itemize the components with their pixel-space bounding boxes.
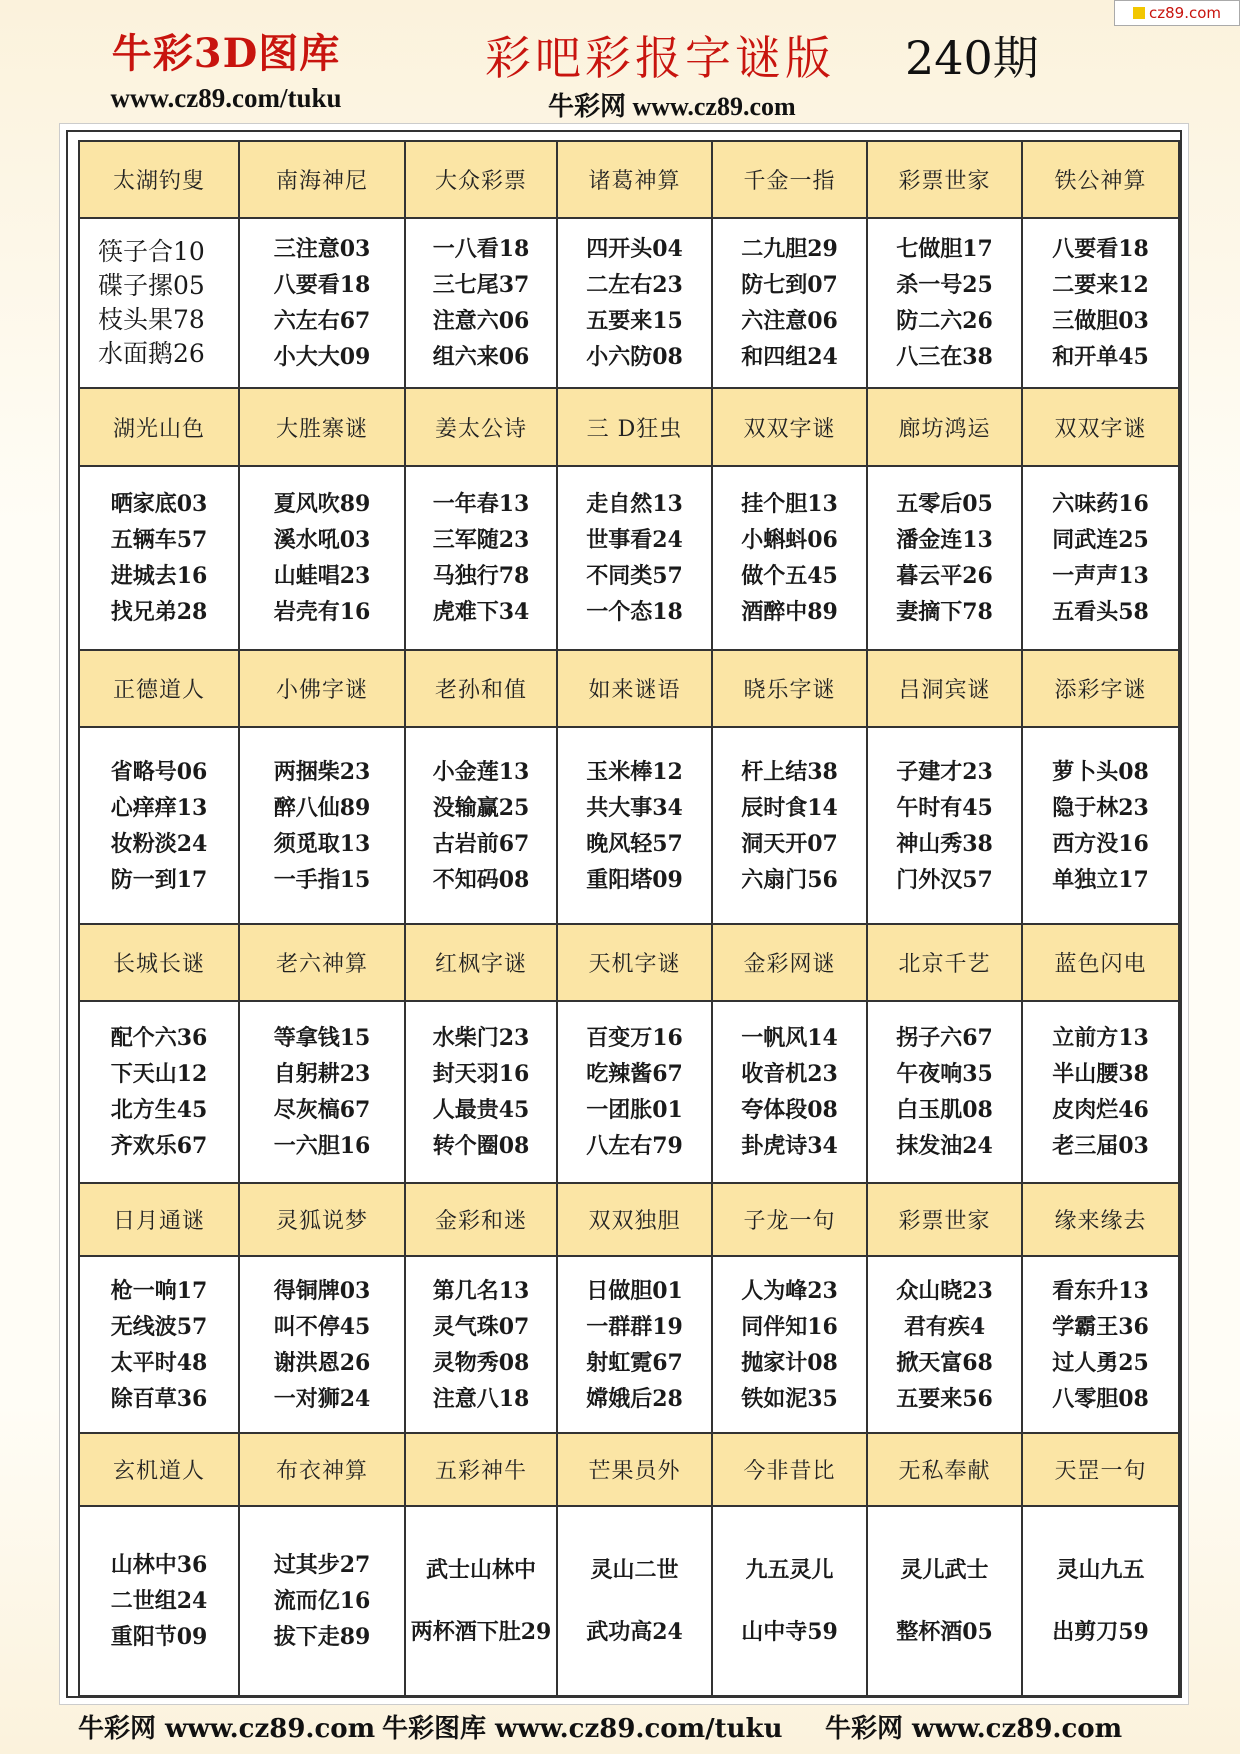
puzzle-line: 醉八仙89 (273, 794, 371, 821)
puzzle-line: 二左右23 (586, 272, 683, 298)
puzzle-line: 和四组24 (741, 344, 838, 370)
puzzle-cell (80, 1507, 240, 1697)
column-header: 芒果员外 (558, 1434, 713, 1507)
puzzle-line: 酒醉中89 (741, 599, 838, 625)
puzzle-cell (240, 1002, 406, 1184)
puzzle-cell (1023, 219, 1180, 389)
puzzle-line: 找兄弟28 (110, 599, 208, 625)
column-header: 今非昔比 (713, 1434, 868, 1507)
puzzle-line: 五要来56 (896, 1385, 993, 1412)
footer-link-3[interactable]: 牛彩网 www.cz89.com (825, 1714, 1123, 1744)
puzzle-line: 晚风轻57 (586, 830, 683, 857)
puzzle-line: 众山晓23 (896, 1277, 993, 1304)
puzzle-line: 重阳塔09 (586, 866, 683, 893)
puzzle-line: 半山腰38 (1052, 1061, 1149, 1087)
column-header: 大众彩票 (406, 142, 558, 219)
puzzle-line: 重阳节09 (110, 1624, 208, 1650)
puzzle-cell (868, 1257, 1023, 1434)
puzzle-line: 夸体段08 (741, 1097, 838, 1123)
puzzle-cell (80, 1257, 240, 1434)
puzzle-line: 一八看18 (432, 236, 530, 262)
puzzle-cell (80, 219, 240, 389)
puzzle-cell (713, 1257, 868, 1434)
puzzle-line: 无线波57 (110, 1313, 208, 1340)
puzzle-line: 皮肉烂46 (1052, 1097, 1149, 1123)
puzzle-line: 岩壳有16 (273, 599, 371, 625)
brand-title: 牛彩3D图库 (111, 30, 341, 77)
puzzle-line: 世事看24 (586, 527, 683, 553)
puzzle-line: 小金莲13 (432, 758, 530, 785)
puzzle-line: 西方没16 (1052, 830, 1149, 857)
puzzle-line: 过其步27 (273, 1552, 371, 1578)
puzzle-cell (558, 1507, 713, 1697)
puzzle-line: 七做胆17 (896, 236, 993, 262)
puzzle-cell (406, 1002, 558, 1184)
puzzle-line: 五零后05 (896, 491, 993, 517)
puzzle-cell (240, 728, 406, 925)
puzzle-line: 嫦娥后28 (586, 1385, 683, 1412)
column-header: 正德道人 (80, 651, 240, 728)
puzzle-line: 省略号06 (110, 758, 208, 785)
puzzle-line: 三七尾37 (432, 272, 530, 298)
column-header: 吕洞宾谜 (868, 651, 1023, 728)
corner-badge-text: cz89.com (1148, 4, 1221, 22)
column-header: 日月通谜 (80, 1184, 240, 1257)
puzzle-line: 第几名13 (432, 1277, 530, 1304)
puzzle-line: 卦虎诗34 (741, 1133, 838, 1159)
column-header: 双双字谜 (1023, 389, 1180, 467)
puzzle-line: 下天山12 (110, 1061, 208, 1087)
puzzle-line: 一声声13 (1052, 563, 1149, 589)
puzzle-line: 灵物秀08 (432, 1349, 530, 1376)
puzzle-line: 一个态18 (586, 599, 683, 625)
puzzle-line: 九五灵儿 (745, 1557, 834, 1584)
puzzle-line: 走自然13 (586, 491, 683, 517)
puzzle-line: 百变万16 (586, 1025, 683, 1051)
puzzle-line: 八左右79 (586, 1133, 683, 1159)
column-header: 子龙一句 (713, 1184, 868, 1257)
puzzle-cell (713, 1507, 868, 1697)
puzzle-line: 除百草36 (110, 1385, 208, 1412)
header-sub-url[interactable]: 牛彩网 www.cz89.com (548, 92, 796, 121)
puzzle-line: 一六胆16 (273, 1133, 371, 1159)
puzzle-line: 杆上结38 (741, 758, 838, 785)
column-header: 三 D狂虫 (558, 389, 713, 467)
column-header: 廊坊鸿运 (868, 389, 1023, 467)
puzzle-cell (558, 219, 713, 389)
puzzle-line: 三军随23 (432, 527, 530, 553)
puzzle-line: 铁如泥35 (741, 1385, 838, 1412)
puzzle-line: 碟子摞05 (98, 271, 205, 300)
puzzle-line: 晒家底03 (110, 491, 208, 517)
puzzle-line: 挂个胆13 (741, 491, 838, 517)
column-header: 添彩字谜 (1023, 651, 1180, 728)
puzzle-line: 看东升13 (1052, 1277, 1149, 1304)
puzzle-line: 三做胆03 (1052, 308, 1149, 334)
puzzle-line: 防一到17 (110, 866, 208, 893)
puzzle-cell (558, 1257, 713, 1434)
puzzle-line: 君有疾4 (903, 1313, 986, 1340)
puzzle-cell (240, 467, 406, 651)
puzzle-line: 八零胆08 (1052, 1385, 1149, 1412)
column-header: 金彩网谜 (713, 925, 868, 1002)
puzzle-cell (240, 1507, 406, 1697)
column-header: 无私奉献 (868, 1434, 1023, 1507)
puzzle-line: 注意六06 (432, 308, 530, 334)
puzzle-line: 武功高24 (586, 1618, 683, 1645)
puzzle-line: 不知码08 (432, 866, 530, 893)
puzzle-cell (406, 467, 558, 651)
puzzle-line: 妻摘下78 (896, 599, 993, 625)
puzzle-line: 流而亿16 (273, 1588, 371, 1614)
puzzle-line: 三注意03 (273, 236, 371, 262)
puzzle-line: 射虹霓67 (586, 1349, 683, 1376)
footer-link-1[interactable]: 牛彩网 www.cz89.com (78, 1714, 376, 1744)
puzzle-cell (406, 1507, 558, 1697)
puzzle-cell (713, 728, 868, 925)
puzzle-line: 枝头果78 (98, 305, 205, 334)
puzzle-cell (240, 219, 406, 389)
puzzle-line: 日做胆01 (586, 1277, 683, 1304)
puzzle-line: 一对狮24 (273, 1385, 371, 1412)
puzzle-line: 萝卜头08 (1052, 758, 1149, 785)
issue-number: 240期 (905, 31, 1039, 85)
footer-link-2[interactable]: 牛彩图库 www.cz89.com/tuku (382, 1714, 783, 1744)
column-header: 天罡一句 (1023, 1434, 1180, 1507)
column-header: 玄机道人 (80, 1434, 240, 1507)
puzzle-line: 四开头04 (586, 236, 683, 262)
puzzle-line: 和开单45 (1052, 344, 1149, 370)
puzzle-cell (868, 1002, 1023, 1184)
puzzle-line: 进城去16 (110, 563, 208, 589)
puzzle-cell (240, 1257, 406, 1434)
puzzle-line: 二要来12 (1052, 272, 1149, 298)
puzzle-line: 齐欢乐67 (110, 1133, 208, 1159)
puzzle-cell (713, 219, 868, 389)
puzzle-cell (1023, 1002, 1180, 1184)
column-header: 老六神算 (240, 925, 406, 1002)
footer (0, 1708, 1240, 1744)
column-header: 小佛字谜 (240, 651, 406, 728)
puzzle-line: 封天羽16 (432, 1061, 530, 1087)
puzzle-cell (80, 467, 240, 651)
column-header: 姜太公诗 (406, 389, 558, 467)
puzzle-line: 尽灰槁67 (273, 1097, 371, 1123)
puzzle-line: 八要看18 (273, 272, 371, 298)
column-header: 铁公神算 (1023, 142, 1180, 219)
column-header: 缘来缘去 (1023, 1184, 1180, 1257)
puzzle-line: 须觅取13 (273, 830, 371, 857)
puzzle-line: 六味药16 (1052, 491, 1149, 517)
puzzle-cell (558, 728, 713, 925)
puzzle-line: 等拿钱15 (273, 1025, 371, 1051)
puzzle-cell (80, 728, 240, 925)
puzzle-line: 转个圈08 (432, 1133, 530, 1159)
puzzle-cell (868, 728, 1023, 925)
puzzle-line: 同伴知16 (741, 1313, 838, 1340)
puzzle-line: 妆粉淡24 (110, 830, 208, 857)
puzzle-line: 人最贵45 (432, 1097, 530, 1123)
puzzle-line: 吃辣酱67 (586, 1061, 683, 1087)
header-left (56, 22, 396, 114)
puzzle-line: 武士山林中 (425, 1557, 536, 1584)
column-header: 南海神尼 (240, 142, 406, 219)
column-header: 五彩神牛 (406, 1434, 558, 1507)
puzzle-line: 水面鹅26 (98, 339, 205, 368)
puzzle-line: 同武连25 (1052, 527, 1149, 553)
column-header: 如来谜语 (558, 651, 713, 728)
puzzle-line: 人为峰23 (741, 1277, 838, 1304)
column-header: 彩票世家 (868, 142, 1023, 219)
puzzle-line: 山林中36 (110, 1552, 208, 1578)
puzzle-cell (80, 1002, 240, 1184)
column-header: 老孙和值 (406, 651, 558, 728)
puzzle-cell (868, 467, 1023, 651)
puzzle-line: 得铜牌03 (273, 1277, 371, 1304)
puzzle-cell (1023, 1507, 1180, 1697)
column-header: 北京千艺 (868, 925, 1023, 1002)
puzzle-cell (1023, 467, 1180, 651)
puzzle-line: 配个六36 (110, 1025, 208, 1051)
column-header: 红枫字谜 (406, 925, 558, 1002)
puzzle-line: 二世组24 (110, 1588, 208, 1614)
puzzle-line: 山中寺59 (741, 1618, 838, 1645)
puzzle-line: 组六来06 (432, 344, 530, 370)
puzzle-line: 防二六26 (896, 308, 993, 334)
column-header: 湖光山色 (80, 389, 240, 467)
puzzle-cell (713, 467, 868, 651)
puzzle-line: 小大大09 (273, 344, 371, 370)
yellow-square-icon (1133, 7, 1145, 19)
puzzle-cell (406, 728, 558, 925)
puzzle-line: 筷子合10 (98, 237, 205, 266)
puzzle-line: 拐子六67 (896, 1025, 993, 1051)
puzzle-line: 一手指15 (273, 866, 371, 893)
puzzle-line: 门外汉57 (896, 866, 993, 893)
puzzle-line: 收音机23 (741, 1061, 838, 1087)
brand-url-link[interactable]: www.cz89.com/tuku (110, 83, 342, 113)
column-header: 千金一指 (713, 142, 868, 219)
puzzle-line: 灵山二世 (590, 1557, 679, 1584)
column-header: 双双字谜 (713, 389, 868, 467)
puzzle-grid (78, 140, 1180, 1697)
puzzle-board (66, 130, 1182, 1698)
puzzle-line: 自躬耕23 (273, 1061, 371, 1087)
puzzle-line: 五辆车57 (110, 527, 208, 553)
puzzle-line: 六扇门56 (741, 866, 838, 893)
puzzle-line: 六左右67 (273, 308, 371, 334)
puzzle-line: 拔下走89 (273, 1624, 371, 1650)
column-header: 大胜寨谜 (240, 389, 406, 467)
puzzle-line: 虎难下34 (432, 599, 530, 625)
puzzle-line: 做个五45 (741, 563, 838, 589)
puzzle-line: 八三在38 (896, 344, 993, 370)
column-header: 长城长谜 (80, 925, 240, 1002)
puzzle-line: 防七到07 (741, 272, 838, 298)
puzzle-line: 没输赢25 (432, 794, 530, 821)
puzzle-line: 抹发油24 (896, 1133, 993, 1159)
puzzle-line: 一群群19 (586, 1313, 683, 1340)
puzzle-line: 小蝌蚪06 (741, 527, 838, 553)
puzzle-line: 白玉肌08 (896, 1097, 993, 1123)
puzzle-line: 玉米棒12 (586, 758, 683, 785)
puzzle-line: 北方生45 (110, 1097, 208, 1123)
main-title: 彩吧彩报字谜版 (485, 31, 835, 85)
column-header: 布衣神算 (240, 1434, 406, 1507)
puzzle-cell (406, 1257, 558, 1434)
puzzle-line: 枪一响17 (110, 1277, 208, 1304)
column-header: 双双独胆 (558, 1184, 713, 1257)
puzzle-cell (713, 1002, 868, 1184)
puzzle-line: 灵气珠07 (432, 1313, 530, 1340)
puzzle-cell (1023, 1257, 1180, 1434)
puzzle-line: 夏风吹89 (273, 491, 371, 517)
puzzle-line: 掀天富68 (896, 1349, 993, 1376)
puzzle-line: 小六防08 (586, 344, 683, 370)
puzzle-cell (558, 467, 713, 651)
puzzle-line: 溪水吼03 (273, 527, 371, 553)
puzzle-line: 学霸王36 (1052, 1313, 1149, 1340)
puzzle-line: 六注意06 (741, 308, 838, 334)
puzzle-line: 谢洪恩26 (273, 1349, 371, 1376)
puzzle-line: 五看头58 (1052, 599, 1149, 625)
column-header: 天机字谜 (558, 925, 713, 1002)
puzzle-line: 抛家计08 (741, 1349, 838, 1376)
puzzle-line: 过人勇25 (1052, 1349, 1149, 1376)
puzzle-cell (1023, 728, 1180, 925)
puzzle-line: 立前方13 (1052, 1025, 1149, 1051)
puzzle-line: 老三届03 (1052, 1133, 1149, 1159)
column-header: 太湖钓叟 (80, 142, 240, 219)
column-header: 诸葛神算 (558, 142, 713, 219)
puzzle-line: 古岩前67 (432, 830, 530, 857)
puzzle-line: 太平时48 (110, 1349, 208, 1376)
column-header: 晓乐字谜 (713, 651, 868, 728)
puzzle-cell (558, 1002, 713, 1184)
puzzle-line: 叫不停45 (273, 1313, 371, 1340)
puzzle-line: 出剪刀59 (1052, 1618, 1149, 1645)
puzzle-line: 注意八18 (432, 1385, 530, 1412)
puzzle-line: 五要来15 (586, 308, 683, 334)
puzzle-line: 两杯酒下肚29 (410, 1618, 552, 1645)
puzzle-line: 不同类57 (586, 563, 683, 589)
column-header: 金彩和迷 (406, 1184, 558, 1257)
puzzle-line: 灵山九五 (1056, 1557, 1145, 1584)
corner-badge[interactable] (1114, 0, 1240, 26)
puzzle-line: 一年春13 (432, 491, 530, 517)
column-header: 蓝色闪电 (1023, 925, 1180, 1002)
puzzle-line: 八要看18 (1052, 236, 1149, 262)
puzzle-line: 午夜响35 (896, 1061, 993, 1087)
puzzle-line: 午时有45 (896, 794, 993, 821)
puzzle-line: 山蛙唱23 (273, 563, 371, 589)
puzzle-line: 一帆风14 (741, 1025, 838, 1051)
puzzle-line: 心痒痒13 (110, 794, 208, 821)
puzzle-cell (406, 219, 558, 389)
puzzle-line: 辰时食14 (741, 794, 838, 821)
column-header: 灵狐说梦 (240, 1184, 406, 1257)
puzzle-line: 马独行78 (432, 563, 530, 589)
puzzle-line: 一团胀01 (586, 1097, 683, 1123)
puzzle-line: 单独立17 (1052, 866, 1149, 893)
puzzle-line: 子建才23 (896, 758, 993, 785)
puzzle-line: 洞天开07 (741, 830, 838, 857)
column-header: 彩票世家 (868, 1184, 1023, 1257)
puzzle-line: 潘金连13 (896, 527, 993, 553)
puzzle-line: 二九胆29 (741, 236, 838, 262)
puzzle-line: 整杯酒05 (896, 1618, 993, 1645)
puzzle-line: 隐于林23 (1052, 794, 1149, 821)
puzzle-line: 神山秀38 (896, 830, 993, 857)
puzzle-cell (868, 1507, 1023, 1697)
puzzle-line: 共大事34 (586, 794, 683, 821)
puzzle-line: 水柴门23 (432, 1025, 530, 1051)
puzzle-line: 两捆柴23 (273, 758, 371, 785)
puzzle-cell (868, 219, 1023, 389)
puzzle-line: 杀一号25 (896, 272, 993, 298)
puzzle-line: 灵儿武士 (900, 1557, 989, 1584)
puzzle-line: 暮云平26 (896, 563, 993, 589)
